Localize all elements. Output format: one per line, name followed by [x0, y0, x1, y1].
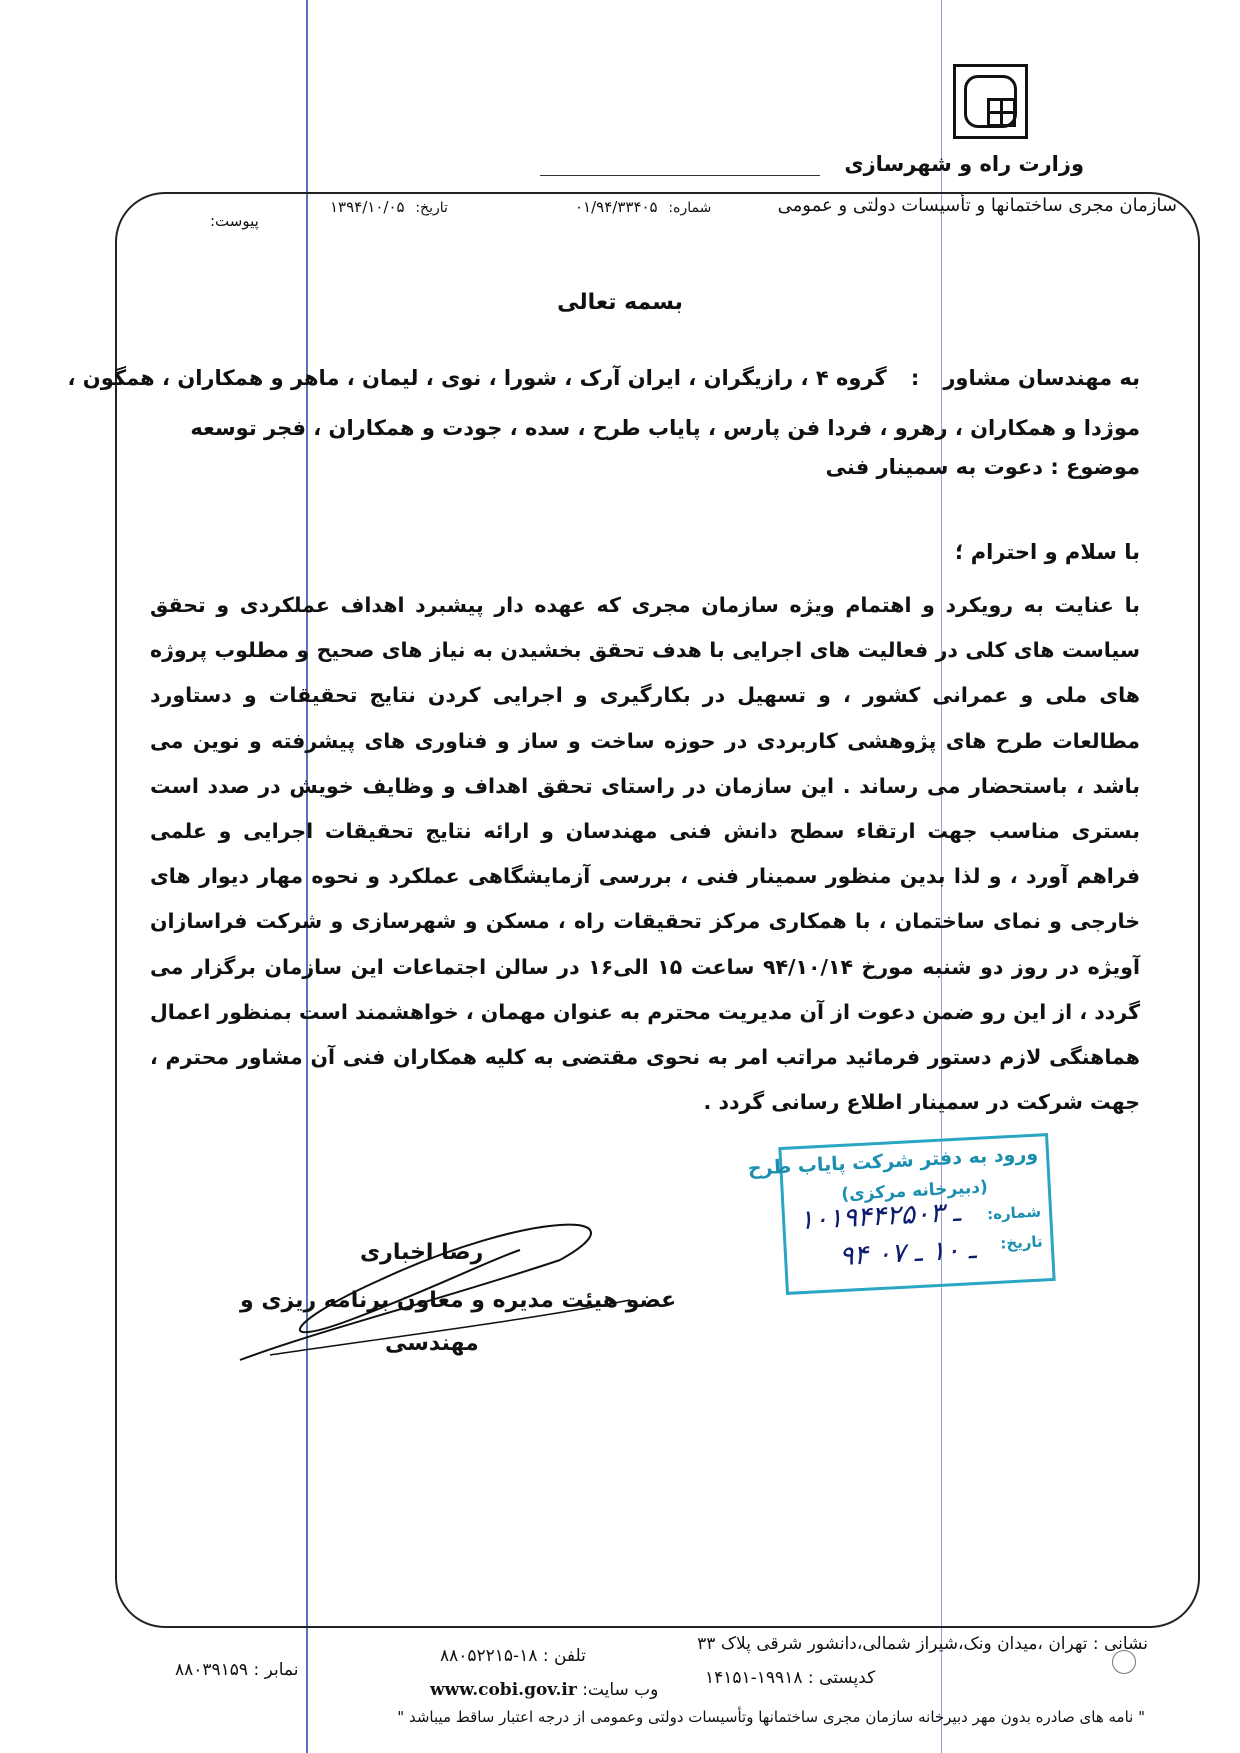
- recipients-line-2: موژدا و همکاران ، رهرو ، فردا فن پارس ، پایاب طرح ، سده ، جودت و همکاران ، فجر توسعه: [190, 416, 1140, 440]
- recipients-line-1: به مهندسان مشاور : گروه ۴ ، رازیگران ، ایران آرک ، شورا ، نوی ، لیمان ، ماهر و همکاران ، همگون ،: [67, 366, 1140, 390]
- signer-title-2: مهندسی: [385, 1331, 479, 1356]
- letter-date-value: ۱۳۹۴/۱۰/۰۵: [330, 198, 405, 216]
- footer-postal-code: کدپستی : ۱۹۹۱۸-۱۴۱۵۱: [705, 1668, 876, 1688]
- footer-website-url[interactable]: www.cobi.gov.ir: [430, 1680, 577, 1700]
- letter-number-label: شماره:: [668, 200, 712, 216]
- footer-mark: [1112, 1650, 1136, 1674]
- stamp-line-1: ورود به دفتر شرکت پایاب طرح: [747, 1142, 1039, 1180]
- stamp-number-label: شماره:: [986, 1202, 1042, 1224]
- recipients-list-1: گروه ۴ ، رازیگران ، ایران آرک ، شورا ، نوی ، لیمان ، ماهر و همکاران ، همگون ،: [67, 366, 887, 390]
- greeting: با سلام و احترام ؛: [954, 540, 1140, 564]
- letter-body: با عنایت به رویکرد و اهتمام ویژه سازمان مجری که عهده دار پیشبرد اهداف عملکردی و تحقق سیاست های کلی در فعالیت های اجرایی با هدف تحقق بخشیدن به نیاز های صحیح و مطلوب پروژه های ملی و عمرانی کشور ، و تسهیل در بکارگیری و اجرایی کردن نتایج تحقیقات و دستاورد مطالعات طرح های پژوهشی کاربردی در حوزه ساخت و ساز و فناوری های پیشرفته و نوین می باشد ، باستحضار می رساند . این سازمان در راستای تحقق اهداف و وظایف خویش در صدد است بستری مناسب جهت ارتقاء سطح دانش فنی مهندسان و ارائه نتایج تحقیقات اجرایی و علمی فراهم آورد ، و لذا بدین منظور سمینار فنی ، بررسی آزمایشگاهی عملکرد و نحوه مهار دیوار های خارجی و نمای ساختمان ، با همکاری مرکز تحقیقات راه ، مسکن و شهرسازی و شرکت فراسازان آویژه در روز دو شنبه مورخ ۹۴/۱۰/۱۴ ساعت ۱۵ الی۱۶ در سالن اجتماعات این سازمان برگزار می گردد ، از این رو ضمن دعوت از آن مدیریت محترم به عنوان مهمان ، خواهشمند است بمنظور اعمال هماهنگی لازم دستور فرمائید مراتب امر به نحوی مقتضی به کلیه همکاران فنی آن مشاور محترم ، جهت شرکت در سمینار اطلاع رسانی گردد .: [150, 593, 1140, 1115]
- footer-phone: تلفن : ۱۸-۸۸۰۵۲۲۱۵: [440, 1646, 586, 1666]
- letter-number-value: ۰۱/۹۴/۳۳۴۰۵: [575, 198, 658, 216]
- stamp-number-handwritten: ۱۰۱۹۴ـ ۴۲۵۰۳: [798, 1196, 962, 1237]
- signer-name: رضا اخباری: [360, 1240, 484, 1265]
- header-rule: [540, 175, 820, 176]
- footer-notice: " نامه های صادره بدون مهر دبیرخانه سازمان مجری ساختمانها وتأسیسات دولتی وعمومی از درجه اعتبار ساقط میباشد ": [397, 1708, 1145, 1726]
- footer-address: نشانی : تهران ،میدان ونک،شیراز شمالی،دانشور شرقی پلاک ۳۳: [697, 1634, 1148, 1654]
- footer-website: [430, 1680, 658, 1700]
- stamp-line-2: (دبیرخانه مرکزی): [840, 1177, 989, 1205]
- organization-name: سازمان مجری ساختمانها و تأسیسات دولتی و عمومی: [777, 195, 1177, 216]
- letter-title: بسمه تعالی: [557, 290, 683, 315]
- footer-website-label: وب سایت:: [582, 1680, 659, 1700]
- stamp-date-label: تاریخ:: [999, 1232, 1044, 1253]
- ministry-logo: [953, 64, 1028, 139]
- ministry-name: وزارت راه و شهرسازی: [844, 152, 1084, 176]
- signer-title: عضو هیئت مدیره و معاون برنامه ریزی و: [240, 1288, 677, 1313]
- recipients-label: به مهندسان مشاور: [943, 366, 1140, 390]
- attachment-label: پیوست:: [210, 212, 259, 230]
- letter-date-label: تاریخ:: [415, 200, 448, 216]
- letter-subject: موضوع : دعوت به سمینار فنی: [825, 455, 1140, 479]
- handwritten-signature: [230, 1220, 650, 1370]
- reception-stamp: [747, 1133, 1055, 1295]
- footer-fax: نمابر : ۸۸۰۳۹۱۵۹: [175, 1660, 299, 1680]
- stamp-date-handwritten: ۹۴ ـ ۱۰ ـ ۰۷: [838, 1233, 977, 1273]
